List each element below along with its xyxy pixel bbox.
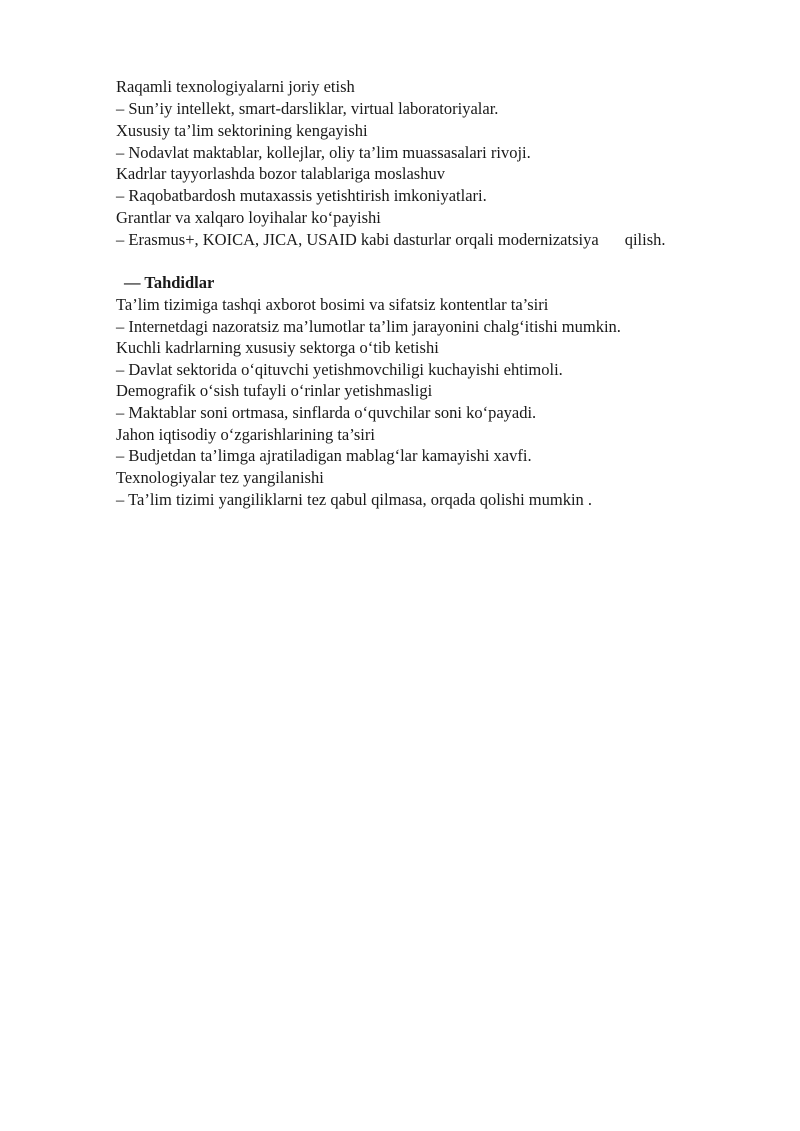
threat-5-detail: – Ta’lim tizimi yangiliklarni tez qabul qilmasa, orqada qolishi mumkin . (116, 490, 593, 509)
threat-2-title: Kuchli kadrlarning xususiy sektorga o‘tib ketishi (116, 338, 439, 357)
opportunity-4-title: Grantlar va xalqaro loyihalar ko‘payishi (116, 208, 381, 227)
opportunity-3-detail: – Raqobatbardosh mutaxassis yetishtirish imkoniyatlari. (116, 186, 487, 205)
opportunity-4-detail (116, 229, 666, 251)
opportunity-2-detail: – Nodavlat maktablar, kollejlar, oliy ta’lim muassasalari rivoji. (116, 143, 531, 162)
threat-4-detail: – Budjetdan ta’limga ajratiladigan mablag‘lar kamayishi xavfi. (116, 446, 532, 465)
opportunity-2-title: Xususiy ta’lim sektorining kengayishi (116, 121, 368, 140)
threat-3-detail: – Maktablar soni ortmasa, sinflarda o‘quvchilar soni ko‘payadi. (116, 403, 537, 422)
opportunity-1-detail: – Sun’iy intellekt, smart-darsliklar, virtual laboratoriyalar. (116, 99, 499, 118)
threat-5-title: Texnologiyalar tez yangilanishi (116, 468, 324, 487)
opportunity-4-detail-end: qilish. (624, 230, 666, 249)
opportunity-3-title: Kadrlar tayyorlashda bozor talablariga moslashuv (116, 164, 445, 183)
opportunity-1-title: Raqamli texnologiyalarni joriy etish (116, 77, 355, 96)
threat-3-title: Demografik o‘sish tufayli o‘rinlar yetishmasligi (116, 381, 433, 400)
opportunity-4-detail-text: – Erasmus+, KOICA, JICA, USAID kabi dasturlar orqali modernizatsiya (116, 230, 599, 249)
threat-4-title: Jahon iqtisodiy o‘zgarishlarining ta’siri (116, 425, 375, 444)
threats-heading: — Tahdidlar (124, 273, 215, 292)
threat-2-detail: – Davlat sektorida o‘qituvchi yetishmovchiligi kuchayishi ehtimoli. (116, 360, 563, 379)
threat-1-detail: – Internetdagi nazoratsiz ma’lumotlar ta’lim jarayonini chalg‘itishi mumkin. (116, 317, 621, 336)
threat-1-title: Ta’lim tizimiga tashqi axborot bosimi va sifatsiz kontentlar ta’siri (116, 295, 549, 314)
